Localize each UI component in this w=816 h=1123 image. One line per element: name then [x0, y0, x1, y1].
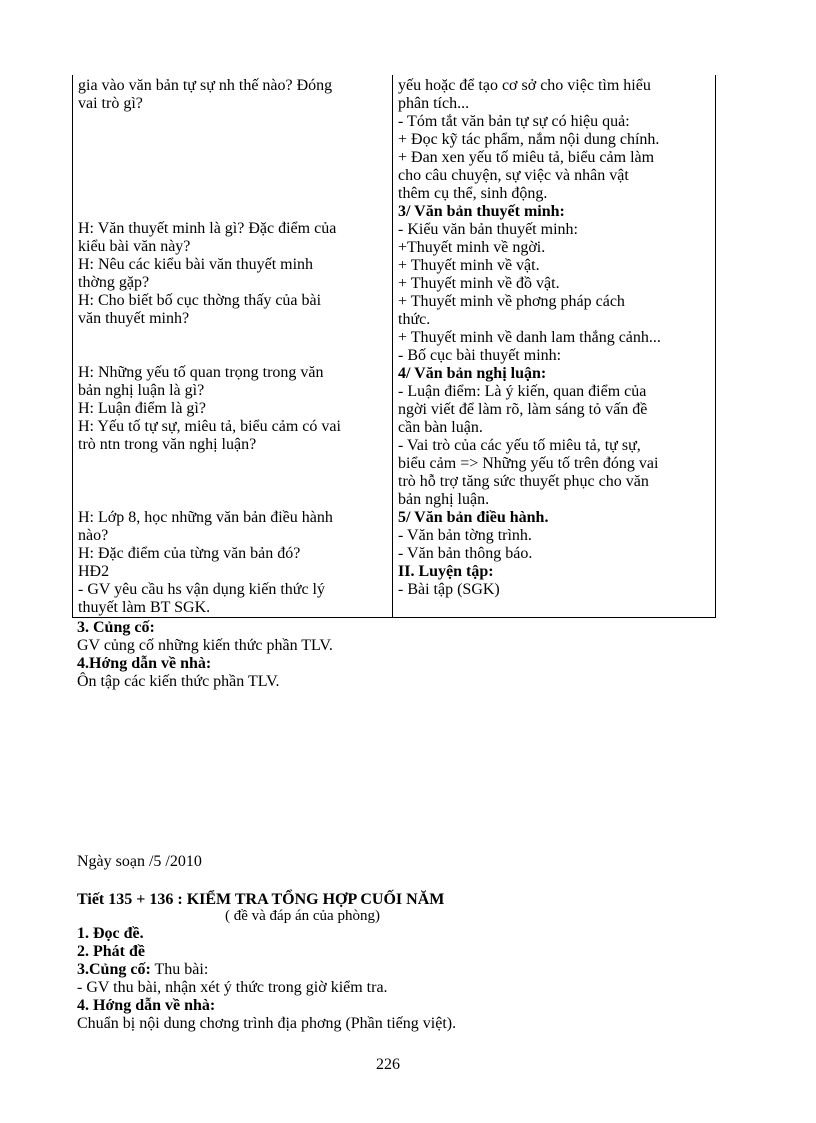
lesson-title-prefix: Tiết 135 + 136 : [77, 891, 187, 908]
lesson-subtitle: ( đề và đáp án của phòng) [225, 908, 380, 924]
answer-line: - Kiểu văn bản thuyết minh: [398, 221, 578, 238]
item-cung-co-text: Thu bài: [150, 961, 209, 978]
answer-line: yếu hoặc để tạo cơ sở cho việc tìm hiểu [398, 77, 651, 94]
item-cung-co-detail: - GV thu bài, nhận xét ý thức trong giờ kiểm tra. [77, 979, 388, 996]
question-line: trò ntn trong văn nghị luận? [78, 436, 257, 453]
lesson-title-main: KIỂM TRA TỔNG HỢP CUỐI NĂM [186, 891, 445, 908]
answer-line: phân tích... [398, 95, 470, 112]
question-line: H: Yếu tố tự sự, miêu tả, biểu cảm có vai [78, 418, 341, 435]
question-line: - GV yêu cầu hs vận dụng kiến thức lý [78, 581, 325, 598]
answer-line: thêm cụ thể, sinh động. [398, 185, 548, 202]
item-cung-co [77, 961, 208, 979]
answer-line: - Luận điểm: Là ý kiến, quan điểm của [398, 383, 647, 400]
item-phat-de: 2. Phát đề [77, 943, 145, 960]
question-line: H: Đặc điểm của từng văn bản đó? [78, 545, 301, 562]
question-line: HĐ2 [78, 563, 110, 580]
question-line: thờng gặp? [78, 274, 150, 291]
answer-line: cần bàn luận. [398, 419, 483, 436]
cung-co-text: GV củng cố những kiến thức phần TLV. [77, 637, 333, 654]
review-table [72, 75, 716, 618]
answer-line: thức. [398, 311, 431, 328]
item-cung-co-heading: 3.Củng cố: [77, 961, 151, 978]
date-line: Ngày soạn /5 /2010 [77, 853, 202, 870]
answer-line: + Thuyết minh về phơng pháp cách [398, 293, 625, 310]
answer-line: - Vai trò của các yếu tố miêu tả, tự sự, [398, 437, 641, 454]
answer-line: cho câu chuyện, sự việc và nhân vật [398, 167, 629, 184]
section-heading: 3/ Văn bản thuyết minh: [398, 203, 565, 220]
section-heading: 4/ Văn bản nghị luận: [398, 365, 547, 382]
answer-line: + Đan xen yếu tố miêu tả, biểu cảm làm [398, 149, 655, 166]
question-line: H: Cho biết bố cục thờng thấy của bài [78, 292, 322, 309]
question-line: gia vào văn bản tự sự nh thế nào? Đóng [78, 77, 333, 94]
answer-line: biểu cảm => Những yếu tố trên đóng vai [398, 455, 659, 472]
question-line: H: Luận điểm là gì? [78, 400, 206, 417]
answer-line: trò hỗ trợ tăng sức thuyết phục cho văn [398, 473, 649, 490]
answer-line: - Văn bản tờng trình. [398, 527, 532, 544]
item-doc-de: 1. Đọc đề. [77, 925, 144, 942]
section-heading: II. Luyện tập: [398, 563, 494, 580]
answer-line: + Thuyết minh về đồ vật. [398, 275, 560, 292]
huong-dan-text: Ôn tập các kiến thức phần TLV. [77, 673, 280, 690]
question-line: H: Những yếu tố quan trọng trong văn [78, 364, 324, 381]
cung-co-heading: 3. Củng cố: [77, 619, 155, 636]
question-line: văn thuyết minh? [78, 310, 190, 327]
answer-line: ngời viết để làm rõ, làm sáng tỏ vấn đề [398, 401, 648, 418]
answer-line: - Tóm tắt văn bản tự sự có hiệu quả: [398, 113, 630, 130]
answer-line: - Bài tập (SGK) [398, 581, 500, 598]
answer-line: +Thuyết minh về ngời. [398, 239, 546, 256]
answer-line: + Thuyết minh về danh lam thắng cảnh... [398, 329, 661, 346]
question-line: H: Lớp 8, học những văn bản điều hành [78, 509, 333, 526]
item-huong-dan-text: Chuẩn bị nội dung chơng trình địa phơng (Phần tiếng việt). [77, 1015, 457, 1032]
answer-line: + Đọc kỹ tác phẩm, nắm nội dung chính. [398, 131, 660, 148]
answer-line: + Thuyết minh về vật. [398, 257, 540, 274]
column-divider [392, 75, 393, 617]
question-line: thuyết làm BT SGK. [78, 599, 211, 616]
answer-line: - Văn bản thông báo. [398, 545, 533, 562]
question-line: H: Văn thuyết minh là gì? Đặc điểm của [78, 220, 337, 237]
answer-line: - Bố cục bài thuyết minh: [398, 347, 562, 364]
page-number: 226 [376, 1056, 400, 1073]
section-heading: 5/ Văn bản điều hành. [398, 509, 549, 526]
question-line: H: Nêu các kiểu bài văn thuyết minh [78, 256, 314, 273]
huong-dan-heading: 4.Hớng dẫn về nhà: [77, 655, 212, 672]
answer-line: bản nghị luận. [398, 491, 490, 508]
question-line: vai trò gì? [78, 95, 143, 112]
question-line: kiểu bài văn này? [78, 238, 191, 255]
item-huong-dan-heading: 4. Hớng dẫn về nhà: [77, 997, 216, 1014]
question-line: bản nghị luận là gì? [78, 382, 205, 399]
question-line: nào? [78, 527, 109, 544]
